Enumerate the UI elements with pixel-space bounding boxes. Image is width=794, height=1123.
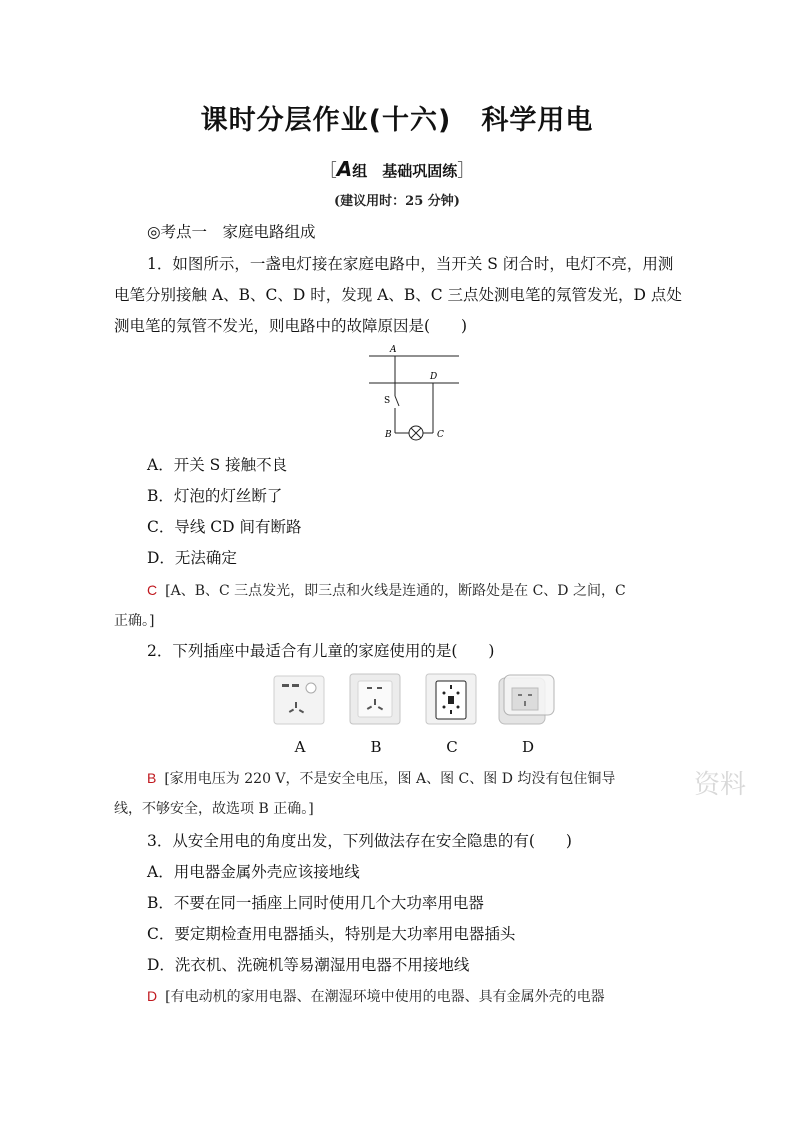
- label-b: B: [385, 430, 392, 440]
- q1-stem-line2: 电笔分别接触 A、B、C、D 时，发现 A、B、C 三点处测电笔的氖管发光，D 点处: [114, 286, 682, 304]
- socket-c-image: [424, 672, 480, 728]
- q3-option-d: D．洗衣机、洗碗机等易潮湿用电器不用接地线: [147, 956, 470, 974]
- circuit-diagram: [365, 342, 465, 444]
- q1-answer-line2: 正确。]: [114, 613, 155, 629]
- time-hint: (建议用时：25 分钟): [334, 194, 460, 209]
- label-s: S: [384, 396, 391, 406]
- q1-option-b: B．灯泡的灯丝断了: [147, 487, 283, 505]
- q1-stem-line1: 1．如图所示，一盏电灯接在家庭电路中，当开关 S 闭合时，电灯不亮，用测: [147, 255, 674, 273]
- page-title: 课时分层作业(十六) 科学用电: [200, 105, 594, 136]
- q2-answer-line1: B [家用电压为 220 V，不是安全电压，图 A、图 C、图 D 均没有包住铜导: [147, 770, 616, 787]
- q3-answer-line1: D [有电动机的家用电器、在潮湿环境中使用的电器、具有金属外壳的电器: [147, 988, 605, 1005]
- q2-answer-line2: 线，不够安全，故选项 B 正确。]: [114, 801, 314, 817]
- label-d: D: [430, 372, 438, 382]
- label-c: C: [437, 430, 444, 440]
- q1-option-d: D．无法确定: [147, 549, 237, 567]
- label-a: A: [390, 345, 397, 355]
- q1-answer-line1: C [A、B、C 三点发光，即三点和火线是连通的，断路处是在 C、D 之间，C: [147, 582, 626, 599]
- q1-option-c: C．导线 CD 间有断路: [147, 518, 302, 536]
- socket-d-image: [496, 672, 558, 728]
- q1-stem-line3: 测电笔的氖管不发光，则电路中的故障原因是( ): [114, 317, 468, 335]
- q3-option-c: C．要定期检查用电器插头，特别是大功率用电器插头: [147, 925, 516, 943]
- socket-images: [268, 672, 568, 762]
- socket-label-b: B: [370, 738, 382, 756]
- group-heading: ［A组 基础巩固练］: [319, 157, 475, 181]
- q3-stem: 3．从安全用电的角度出发，下列做法存在安全隐患的有( ): [147, 832, 572, 850]
- socket-label-a: A: [294, 738, 306, 756]
- q2-stem: 2．下列插座中最适合有儿童的家庭使用的是( ): [147, 642, 495, 660]
- socket-a-image: [272, 672, 328, 728]
- socket-label-d: D: [521, 738, 535, 756]
- q1-option-a: A．开关 S 接触不良: [147, 456, 288, 474]
- socket-b-image: [348, 672, 404, 728]
- q3-option-b: B．不要在同一插座上同时使用几个大功率用电器: [147, 894, 484, 912]
- socket-label-c: C: [446, 738, 458, 756]
- q3-option-a: A．用电器金属外壳应该接地线: [147, 863, 360, 881]
- watermark: 资料: [694, 770, 747, 800]
- section-heading: ◎考点一 家庭电路组成: [147, 223, 316, 241]
